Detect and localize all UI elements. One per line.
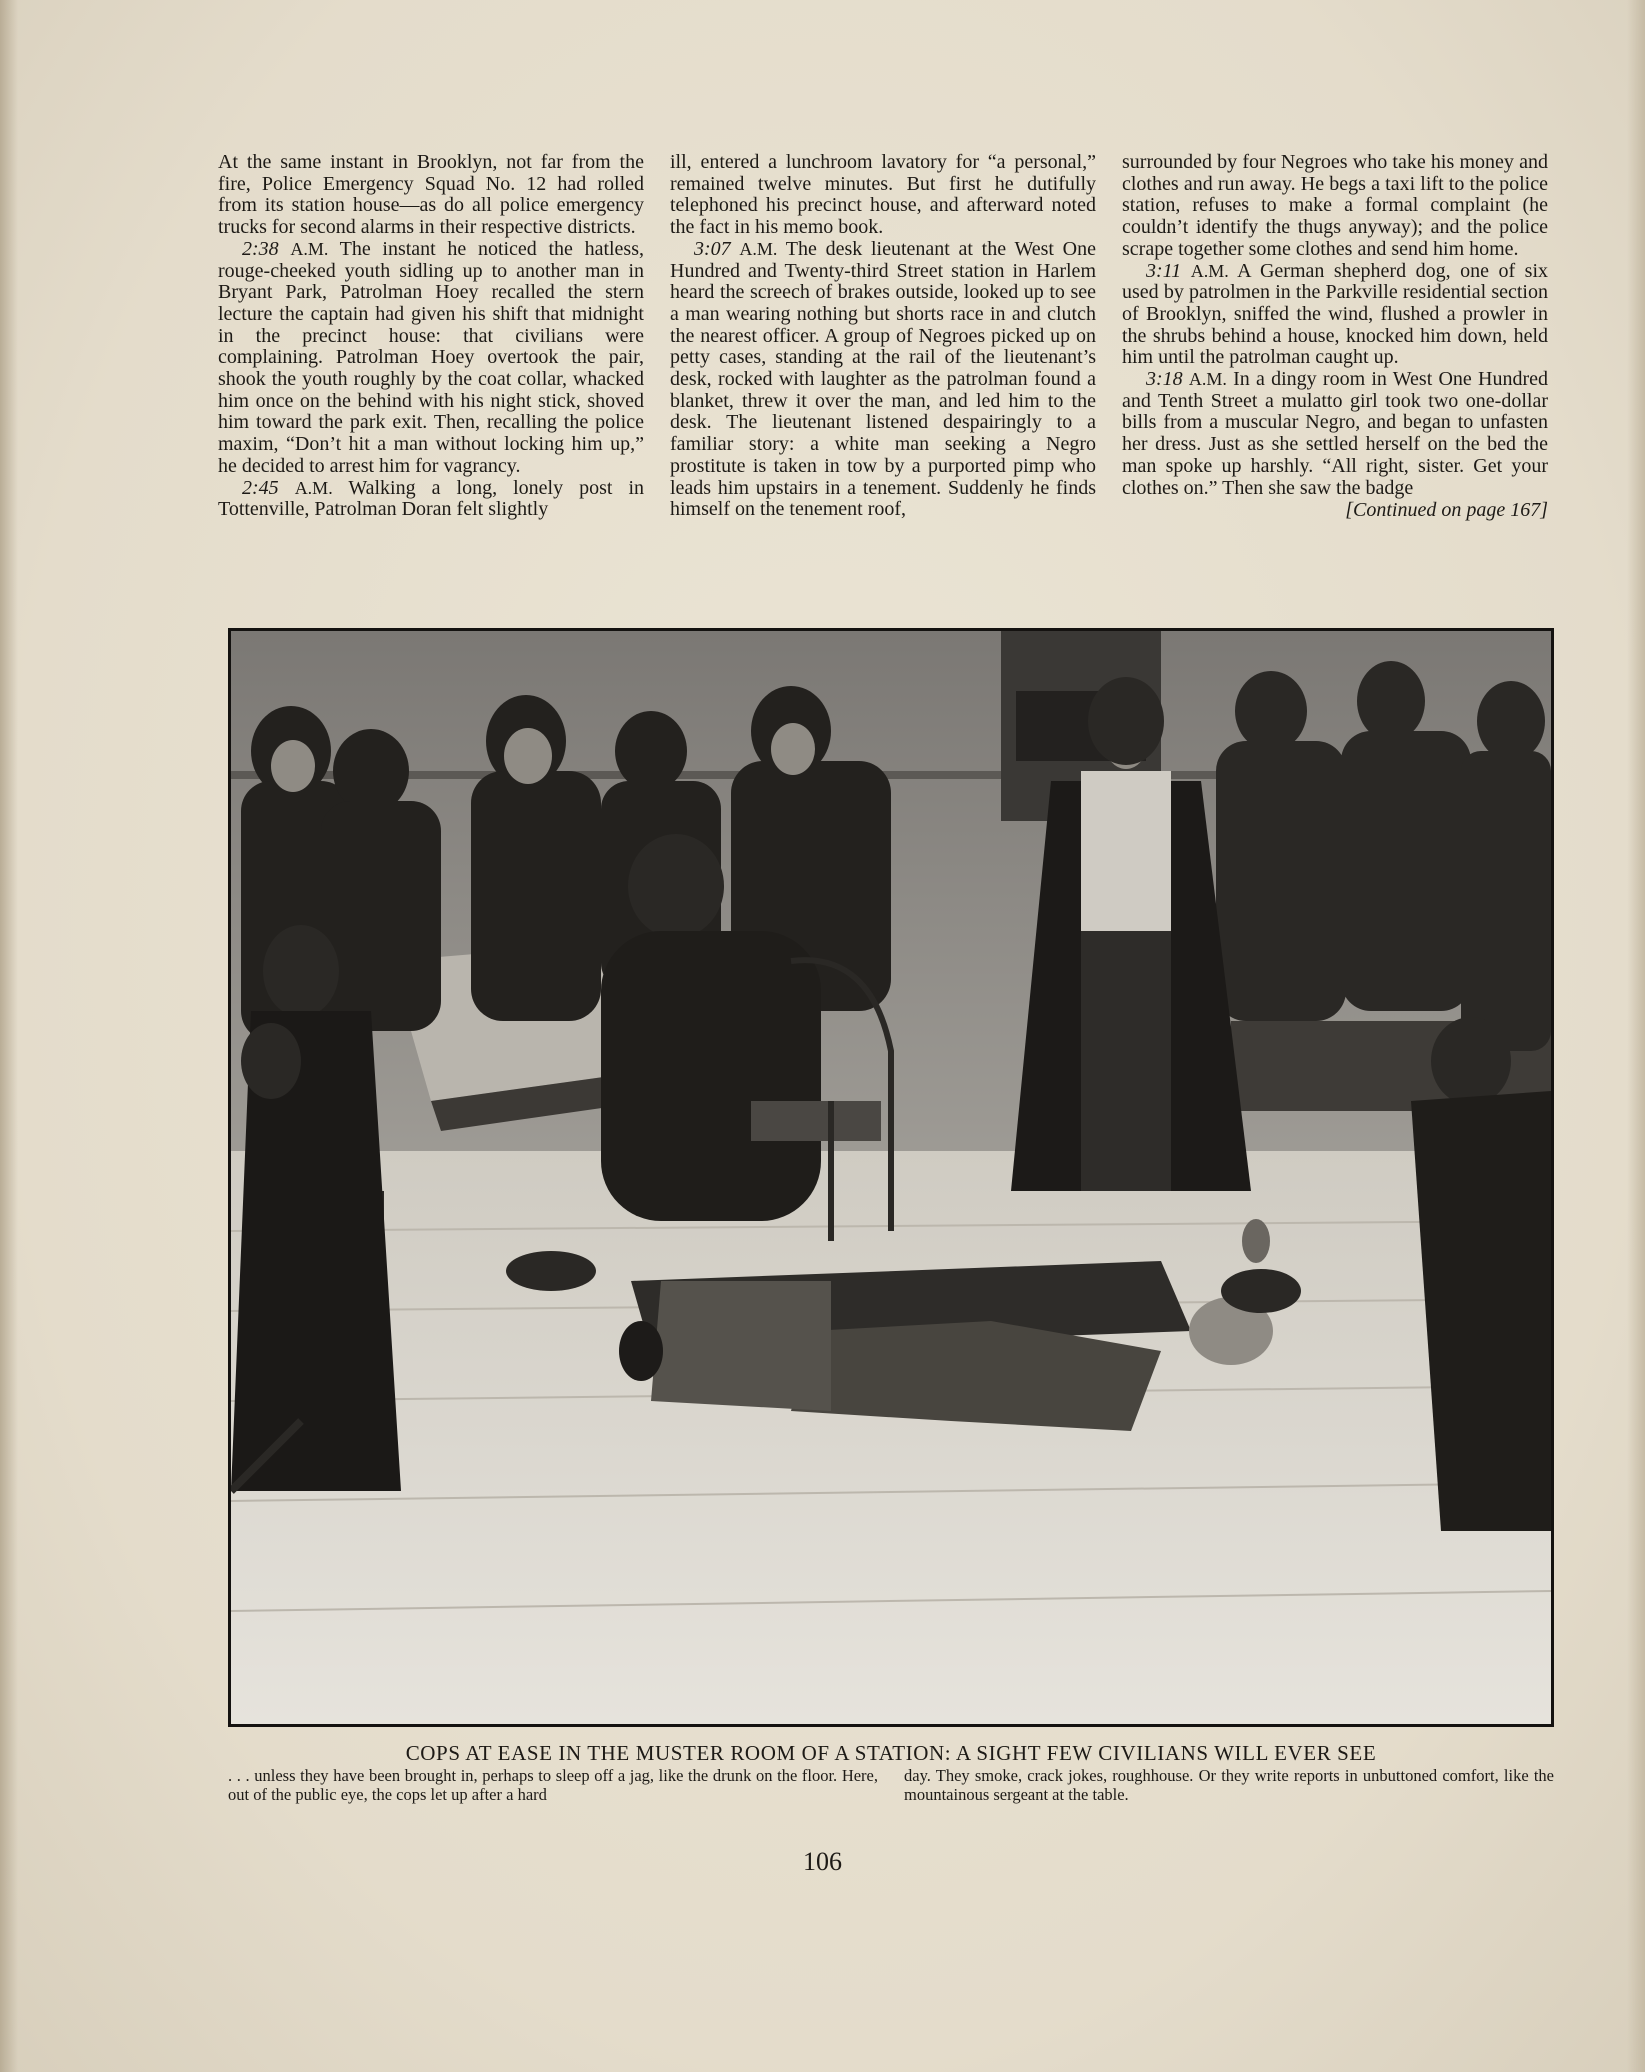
paragraph: surrounded by four Negroes who take his money and clothes and run away. He begs a taxi lift to the police station, refuses to make a formal complaint (he couldn’t identify the thugs anyway); and the police scrape together some clothes and send him home. xyxy=(1122,151,1548,260)
timestamp-suffix: A.M. xyxy=(1190,260,1229,281)
timestamp-suffix: A.M. xyxy=(739,238,778,259)
paragraph xyxy=(670,239,1096,521)
paragraph xyxy=(218,478,644,521)
paragraph-text: A German shepherd dog, one of six used by patrolmen in the Parkville residential section of Brooklyn, sniffed the wind, flushed a prowler in the shrubs behind a house, knocked him down, held him until the patrolman caught up. xyxy=(1122,259,1548,369)
caption-right: day. They smoke, crack jokes, roughhouse. Or they write reports in unbuttoned comfort, like the mountainous sergeant at the table. xyxy=(904,1766,1554,1804)
paragraph-text: Walking a long, lonely post in Tottenville, Patrolman Doran felt slightly xyxy=(218,476,644,521)
cat xyxy=(1242,1219,1270,1263)
timestamp-suffix: A.M. xyxy=(294,477,333,498)
paragraph-text: The desk lieutenant at the West One Hundred and Twenty-third Street station in Harlem heard the screech of brakes outside, looked up to see a man wearing nothing but shorts race in and clutch the nearest officer. A group of Negroes picked up on petty cases, standing at the rail of the lieutenant’s desk, rocked with laughter as the patrolman found a blanket, threw it over the man, and led him to the desk. The lieutenant listened despairingly to a familiar story: a white man seeking a Negro prostitute is taken in tow by a purported pimp who leads him upstairs in a tenement. Suddenly he finds himself on the tenement roof, xyxy=(670,237,1096,521)
illustration-drawing xyxy=(231,631,1551,1724)
timestamp: 3:18 xyxy=(1146,368,1183,391)
paragraph xyxy=(218,239,644,478)
article-column-3 xyxy=(1122,152,1548,522)
caption-left: . . . unless they have been brought in, perhaps to sleep off a jag, like the drunk on the floor. Here, out of the public eye, the cops let up after a hard xyxy=(228,1766,878,1804)
article-column-2 xyxy=(670,152,1096,522)
paragraph xyxy=(1122,369,1548,499)
paragraph: ill, entered a lunchroom lavatory for “a personal,” remained twelve minutes. But first he dutifully telephoned his precinct house, and afterward noted the fact in his memo book. xyxy=(670,151,1096,239)
muster-room-illustration xyxy=(228,628,1554,1727)
caption-body xyxy=(228,1767,1554,1804)
page-number: 106 xyxy=(803,1847,842,1876)
timestamp-suffix: A.M. xyxy=(290,238,329,259)
paragraph: At the same instant in Brooklyn, not far from the fire, Police Emergency Squad No. 12 had rolled from its station house—as do all police emergency trucks for second alarms in their respective districts. xyxy=(218,151,644,239)
timestamp-suffix: A.M. xyxy=(1188,369,1227,390)
cap-on-floor xyxy=(506,1251,596,1291)
article-column-1 xyxy=(218,152,644,522)
paragraph-text: The instant he noticed the hatless, rouge-cheeked youth sidling up to another man in Bryant Park, Patrolman Hoey recalled the stern lecture the captain had given his shift that midnight in the precinct house: that civilians were complaining. Patrolman Hoey overtook the pair, shook the youth roughly by the coat collar, whacked him once on the behind with his night stick, shoved him toward the park exit. Then, recalling the police maxim, “Don’t hit a man without locking him up,” he decided to arrest him for vagrancy. xyxy=(218,237,644,477)
page-edge-right xyxy=(1627,0,1645,2072)
timestamp: 3:11 xyxy=(1146,259,1182,282)
continued-line: [Continued on page 167] xyxy=(1345,499,1548,522)
timestamp: 2:45 xyxy=(242,476,279,499)
floor xyxy=(231,1151,1551,1724)
timestamp: 3:07 xyxy=(694,237,731,260)
officers-right xyxy=(1216,661,1551,1051)
page-edge-left xyxy=(0,0,18,2072)
timestamp: 2:38 xyxy=(242,237,279,260)
caption-title: COPS AT EASE IN THE MUSTER ROOM OF A STATION: A SIGHT FEW CIVILIANS WILL EVER SEE xyxy=(405,1741,1377,1765)
article-columns xyxy=(218,152,1548,522)
paragraph xyxy=(1122,261,1548,370)
paragraph-text: In a dingy room in West One Hundred and Tenth Street a mulatto girl took two one-dollar bills from a muscular Negro, and began to unfasten her dress. Just as she settled herself on the bed the man spoke up harshly. “All right, sister. Get your clothes on.” Then she saw the badge xyxy=(1122,368,1548,499)
